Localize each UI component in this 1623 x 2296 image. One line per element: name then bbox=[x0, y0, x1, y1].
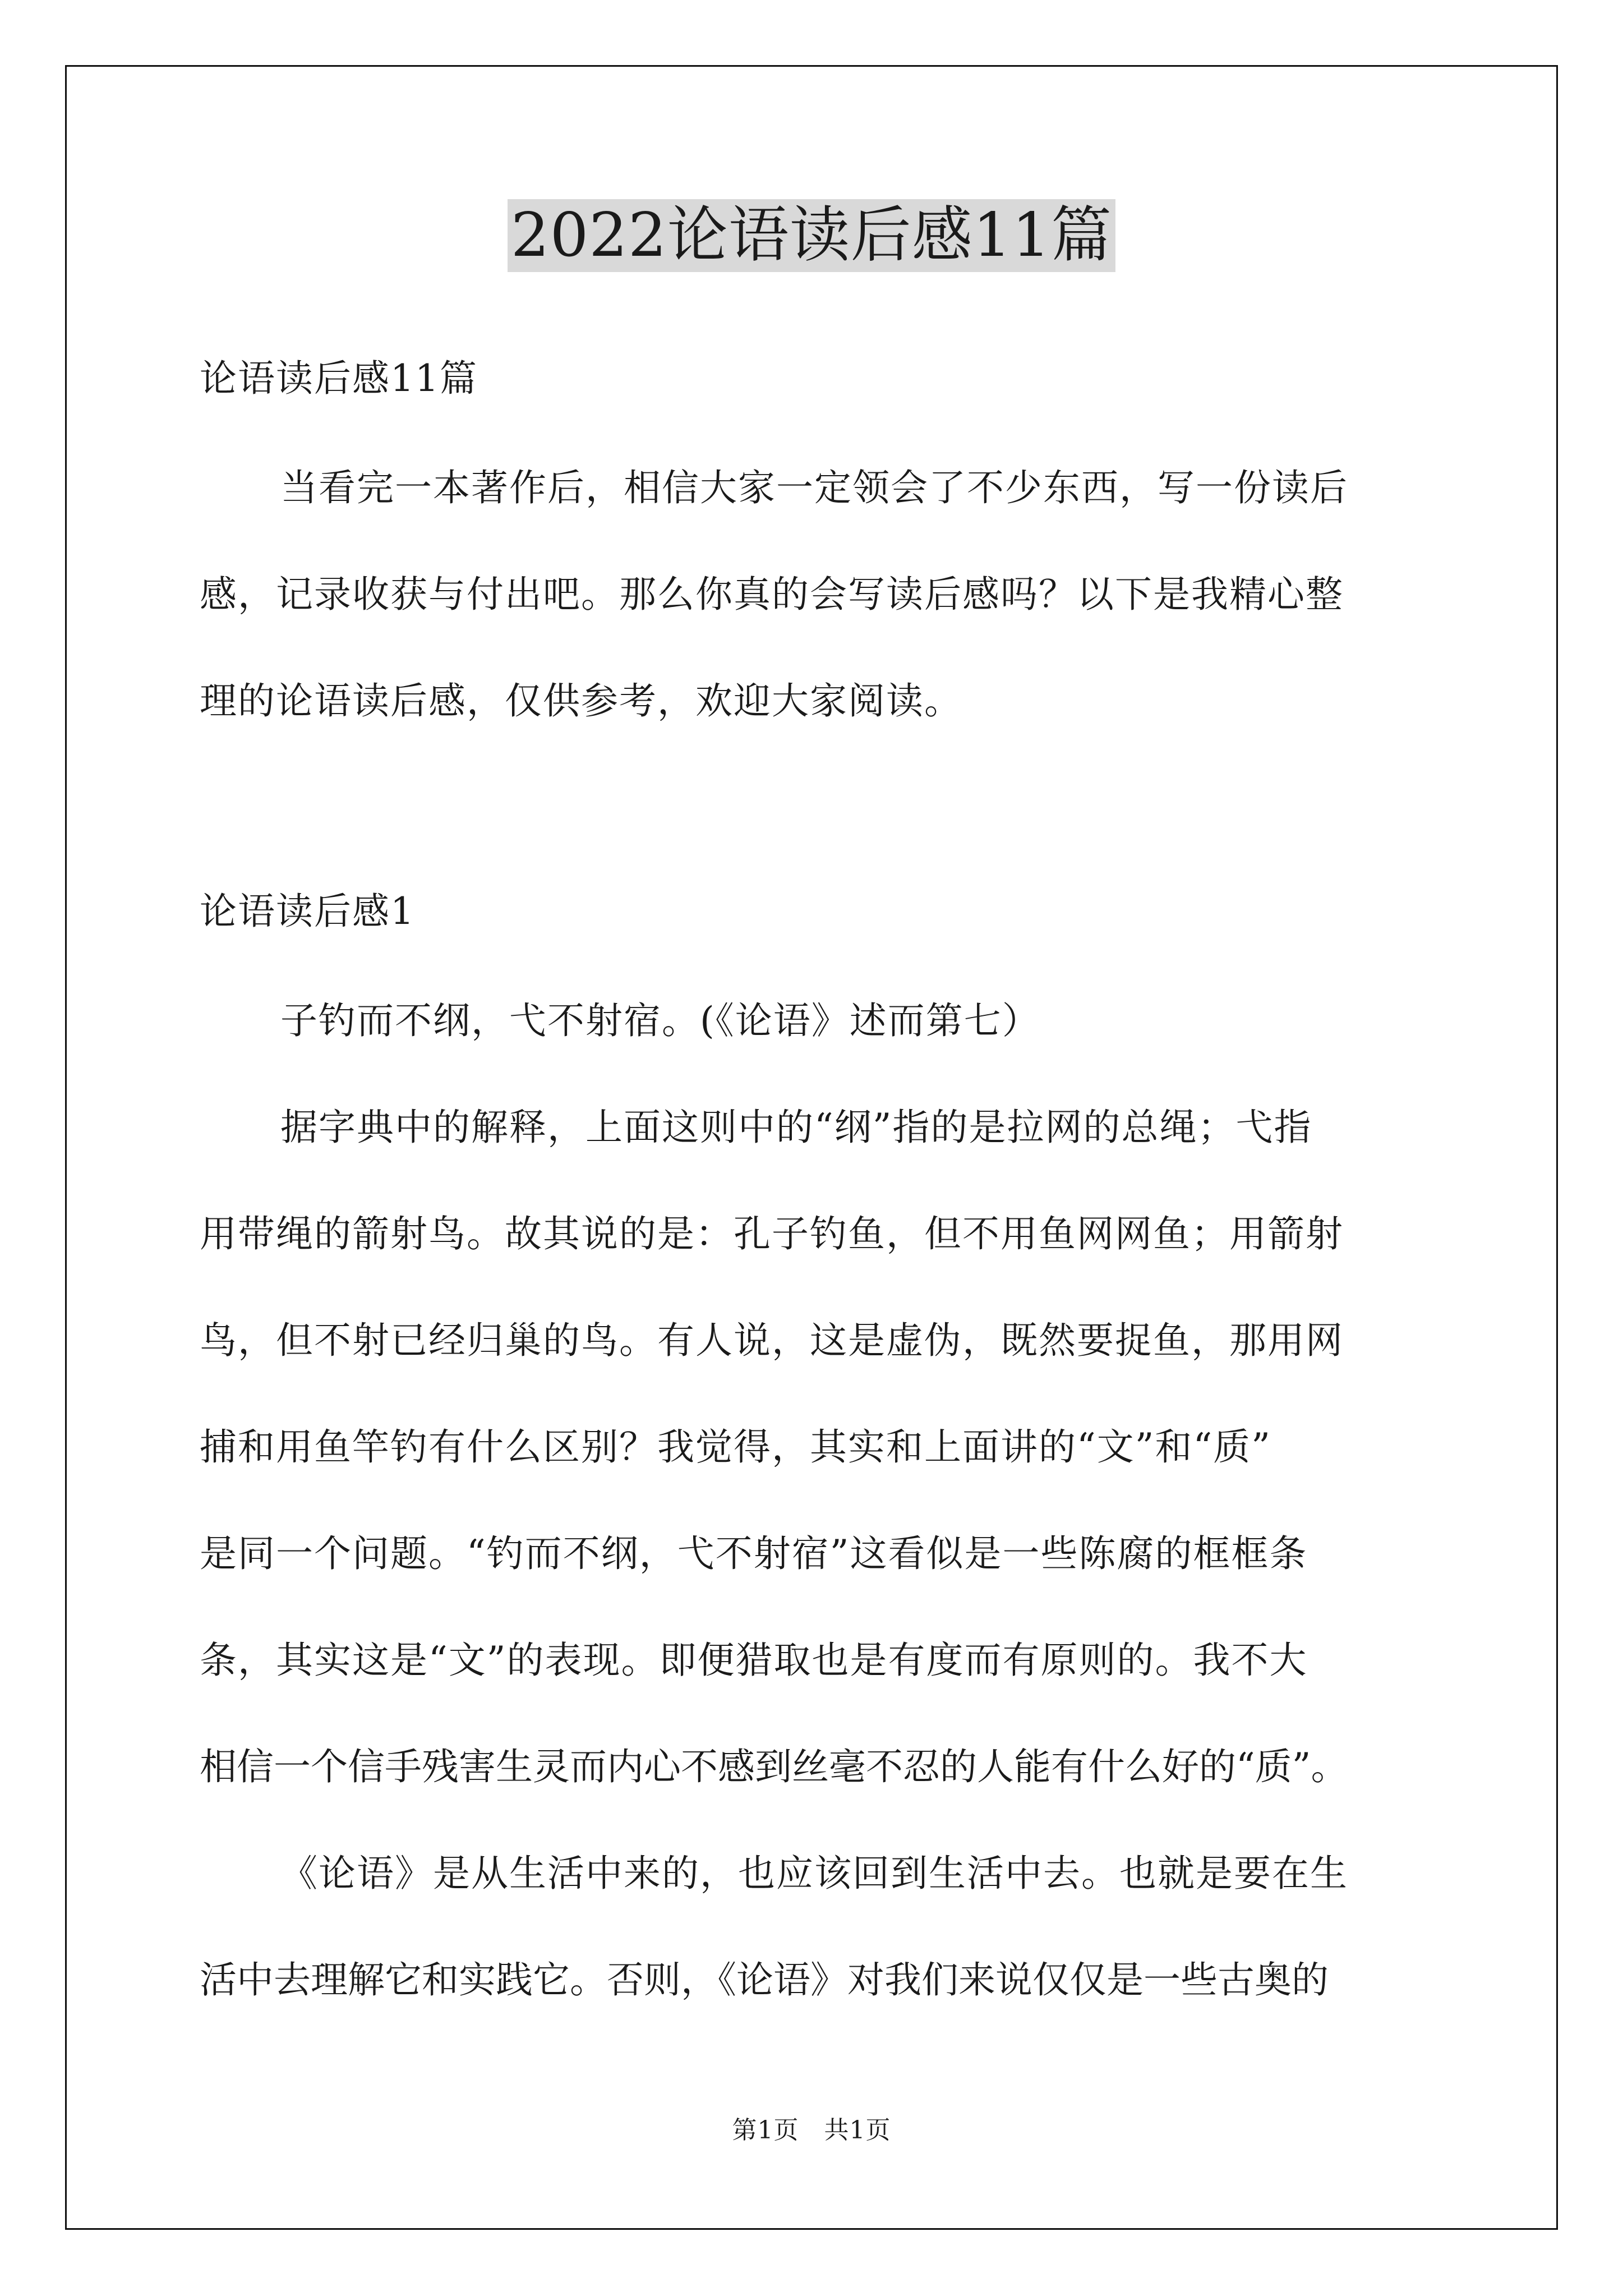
paragraph-line: 《论语》是从生活中来的，也应该回到生活中去。也就是要在生 bbox=[280, 1852, 1348, 1895]
intro-line: 理的论语读后感，仅供参考，欢迎大家阅读。 bbox=[200, 679, 962, 723]
quote-line: 子钓而不纲，弋不射宿。(《论语》述而第七） bbox=[280, 999, 1040, 1042]
page-footer: 第1页 共1页 bbox=[732, 2116, 891, 2145]
paragraph-line: 据字典中的解释，上面这则中的“纲”指的是拉网的总绳；弋指 bbox=[280, 1106, 1312, 1149]
paragraph-line: 鸟，但不射已经归巢的鸟。有人说，这是虚伪，既然要捉鱼，那用网 bbox=[200, 1319, 1344, 1362]
subtitle: 论语读后感11篇 bbox=[200, 357, 478, 400]
section-heading: 论语读后感1 bbox=[200, 890, 415, 933]
paragraph-line: 是同一个问题。“钓而不纲，弋不射宿”这看似是一些陈腐的框框条 bbox=[200, 1532, 1308, 1575]
intro-line: 感，记录收获与付出吧。那么你真的会写读后感吗？以下是我精心整 bbox=[200, 573, 1344, 616]
document-title: 2022论语读后感11篇 bbox=[508, 199, 1115, 272]
paragraph-line: 相信一个信手残害生灵而内心不感到丝毫不忍的人能有什么好的“质”。 bbox=[200, 1745, 1348, 1788]
intro-line: 当看完一本著作后，相信大家一定领会了不少东西，写一份读后 bbox=[280, 466, 1348, 509]
paragraph-line: 用带绳的箭射鸟。故其说的是：孔子钓鱼，但不用鱼网网鱼；用箭射 bbox=[200, 1212, 1344, 1255]
paragraph-line: 条，其实这是“文”的表现。即便猎取也是有度而有原则的。我不大 bbox=[200, 1639, 1308, 1682]
paragraph-line: 活中去理解它和实践它。否则，《论语》对我们来说仅仅是一些古奥的 bbox=[200, 1958, 1329, 2001]
document-title-block bbox=[0, 199, 1623, 289]
paragraph-line: 捕和用鱼竿钓有什么区别？我觉得，其实和上面讲的“文”和“质” bbox=[200, 1425, 1271, 1469]
